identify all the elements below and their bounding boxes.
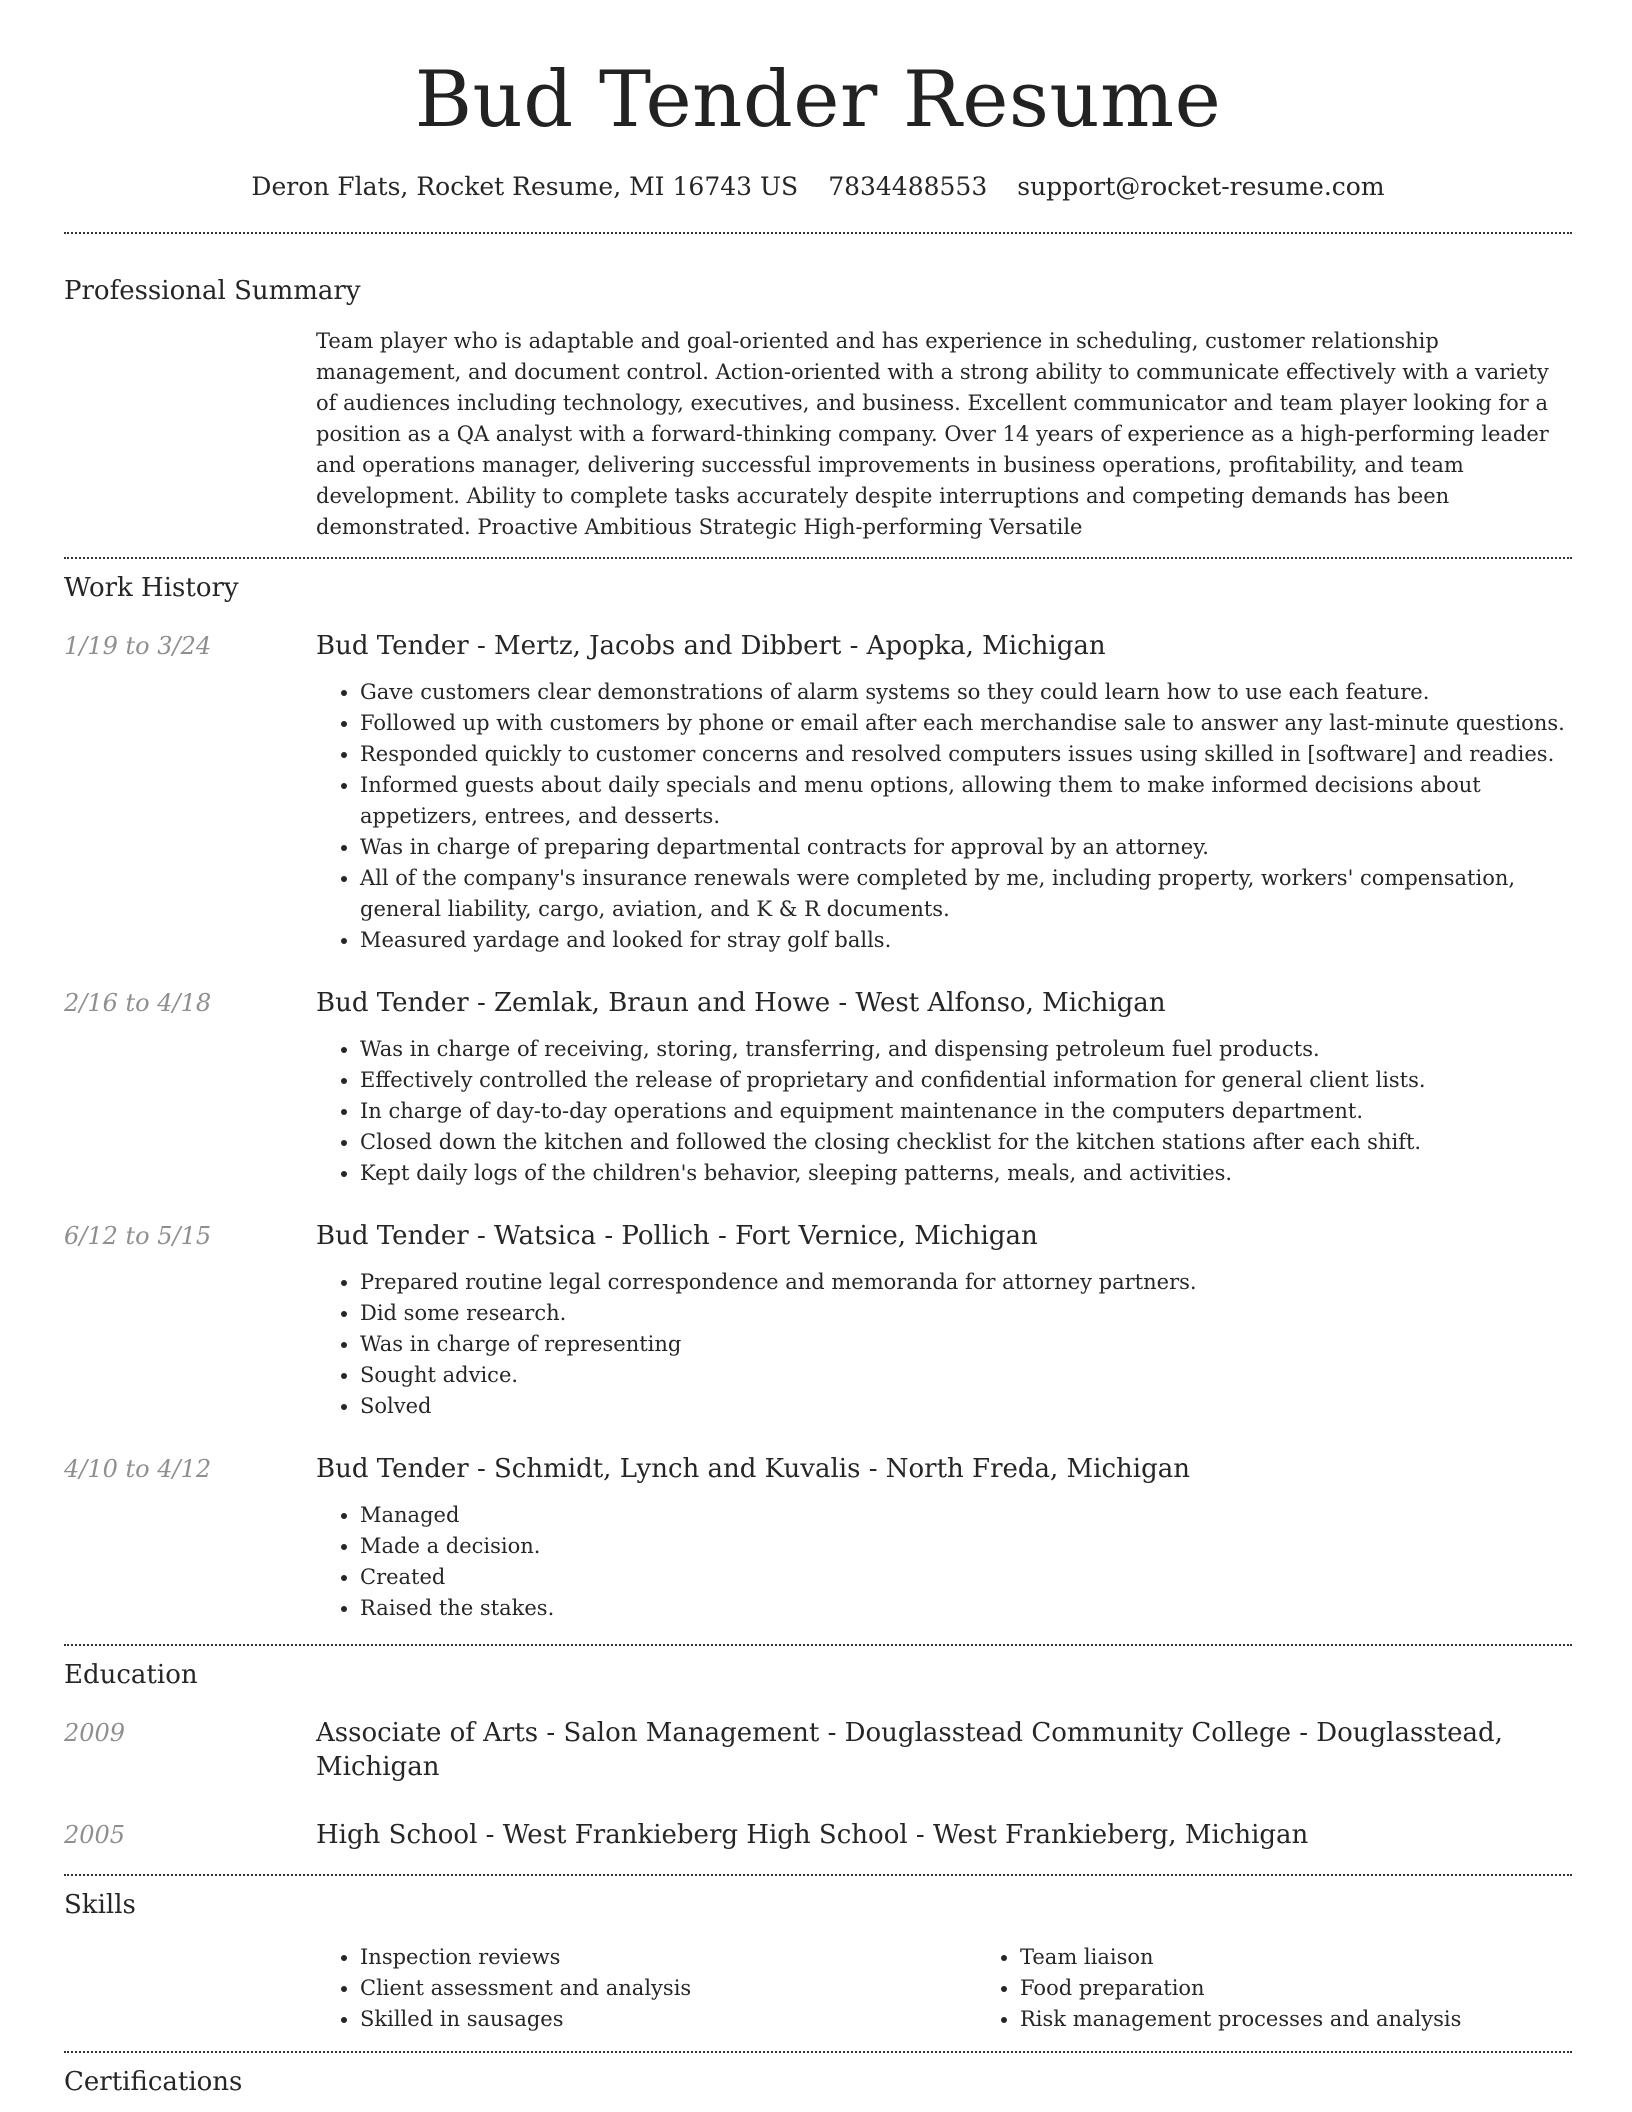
contact-phone: 7834488553 bbox=[828, 172, 988, 201]
contact-address: Deron Flats, Rocket Resume, MI 16743 US bbox=[251, 172, 799, 201]
job-bullet: • Created bbox=[360, 1562, 1572, 1593]
job-title: Bud Tender - Zemlak, Braun and Howe - West Alfonso, Michigan bbox=[316, 988, 1166, 1018]
summary-row bbox=[64, 326, 1572, 543]
job-entry bbox=[64, 1219, 1572, 1422]
job-entry bbox=[64, 986, 1572, 1189]
section-title-work: Work History bbox=[64, 573, 239, 603]
education-text: High School - West Frankieberg High School - West Frankieberg, Michigan bbox=[316, 1820, 1309, 1850]
job-bullets bbox=[316, 677, 1572, 956]
job-dates: 4/10 to 4/12 bbox=[64, 1455, 212, 1483]
section-divider bbox=[64, 1874, 1572, 1876]
job-bullet: • Was in charge of receiving, storing, transferring, and dispensing petroleum fuel products. bbox=[360, 1034, 1572, 1065]
section-title-summary: Professional Summary bbox=[64, 276, 361, 306]
section-divider bbox=[64, 1644, 1572, 1646]
job-bullet: • Managed bbox=[360, 1500, 1572, 1531]
job-entry bbox=[64, 1452, 1572, 1624]
skill-item: • Team liaison bbox=[1020, 1942, 1632, 1973]
summary-spacer bbox=[64, 326, 316, 543]
job-bullet: • In charge of day-to-day operations and equipment maintenance in the computers department. bbox=[360, 1096, 1572, 1127]
job-bullet: • Effectively controlled the release of proprietary and confidential information for general client lists. bbox=[360, 1065, 1572, 1096]
education-year: 2005 bbox=[64, 1821, 126, 1849]
job-bullet: • Informed guests about daily specials and menu options, allowing them to make informed decisions about appetizers, entrees, and desserts. bbox=[360, 770, 1572, 832]
skills-list-left bbox=[316, 1942, 976, 2035]
job-dates: 1/19 to 3/24 bbox=[64, 632, 212, 660]
skill-item: • Food preparation bbox=[1020, 1973, 1632, 2004]
section-divider bbox=[64, 557, 1572, 559]
job-bullets bbox=[316, 1500, 1572, 1624]
job-title: Bud Tender - Mertz, Jacobs and Dibbert - Apopka, Michigan bbox=[316, 631, 1106, 661]
job-bullet: • Made a decision. bbox=[360, 1531, 1572, 1562]
section-divider bbox=[64, 232, 1572, 234]
job-bullet: • Sought advice. bbox=[360, 1360, 1572, 1391]
job-dates: 6/12 to 5/15 bbox=[64, 1222, 212, 1250]
job-dates: 2/16 to 4/18 bbox=[64, 989, 212, 1017]
skill-item: • Inspection reviews bbox=[360, 1942, 976, 1973]
skills-row bbox=[64, 1942, 1572, 2035]
skills-spacer bbox=[64, 1942, 316, 2035]
skill-item: • Skilled in sausages bbox=[360, 2004, 976, 2035]
job-bullet: • Closed down the kitchen and followed the closing checklist for the kitchen stations after each shift. bbox=[360, 1127, 1572, 1158]
section-title-skills: Skills bbox=[64, 1890, 136, 1920]
job-bullet: • Solved bbox=[360, 1391, 1572, 1422]
job-bullet: • Gave customers clear demonstrations of alarm systems so they could learn how to use each feature. bbox=[360, 677, 1572, 708]
job-bullet: • Kept daily logs of the children's behavior, sleeping patterns, meals, and activities. bbox=[360, 1158, 1572, 1189]
job-title: Bud Tender - Schmidt, Lynch and Kuvalis - North Freda, Michigan bbox=[316, 1454, 1191, 1484]
job-bullet: • Prepared routine legal correspondence and memoranda for attorney partners. bbox=[360, 1267, 1572, 1298]
job-bullets bbox=[316, 1034, 1572, 1189]
job-bullets bbox=[316, 1267, 1572, 1422]
education-entry bbox=[64, 1716, 1572, 1784]
resume-title: Bud Tender Resume bbox=[414, 55, 1222, 145]
job-bullet: • All of the company's insurance renewals were completed by me, including property, workers' compensation, general liability, cargo, aviation, and K & R documents. bbox=[360, 863, 1572, 925]
education-text: Associate of Arts - Salon Management - Douglasstead Community College - Douglasstead, Michigan bbox=[316, 1718, 1503, 1782]
job-bullet: • Did some research. bbox=[360, 1298, 1572, 1329]
skill-item: • Risk management processes and analysis bbox=[1020, 2004, 1632, 2035]
job-bullet: • Was in charge of representing bbox=[360, 1329, 1572, 1360]
skill-item: • Client assessment and analysis bbox=[360, 1973, 976, 2004]
job-entry bbox=[64, 629, 1572, 956]
contact-line bbox=[64, 170, 1572, 204]
education-year: 2009 bbox=[64, 1719, 126, 1747]
education-entry bbox=[64, 1818, 1572, 1852]
job-bullet: • Responded quickly to customer concerns and resolved computers issues using skilled in [software] and readies. bbox=[360, 739, 1572, 770]
contact-email: support@rocket-resume.com bbox=[1017, 172, 1385, 201]
skills-list-right bbox=[976, 1942, 1632, 2035]
section-divider bbox=[64, 2051, 1572, 2053]
job-bullet: • Followed up with customers by phone or email after each merchandise sale to answer any last-minute questions. bbox=[360, 708, 1572, 739]
section-title-certifications: Certifications bbox=[64, 2067, 243, 2097]
job-bullet: • Measured yardage and looked for stray golf balls. bbox=[360, 925, 1572, 956]
job-bullet: • Raised the stakes. bbox=[360, 1593, 1572, 1624]
summary-text: Team player who is adaptable and goal-oriented and has experience in scheduling, customer relationship management, and document control. Action-oriented with a strong ability to communicate effectively with a variety of audiences including technology, executives, and business. Excellent communicator and team player looking for a position as a QA analyst with a forward-thinking company. Over 14 years of experience as a high-performing leader and operations manager, delivering successful improvements in business operations, profitability, and team development. Ability to complete tasks accurately despite interruptions and competing demands has been demonstrated. Proactive Ambitious Strategic High-performing Versatile bbox=[316, 329, 1549, 539]
job-bullet: • Was in charge of preparing departmental contracts for approval by an attorney. bbox=[360, 832, 1572, 863]
section-title-education: Education bbox=[64, 1660, 198, 1690]
job-title: Bud Tender - Watsica - Pollich - Fort Vernice, Michigan bbox=[316, 1221, 1038, 1251]
resume-page bbox=[64, 0, 1572, 2099]
